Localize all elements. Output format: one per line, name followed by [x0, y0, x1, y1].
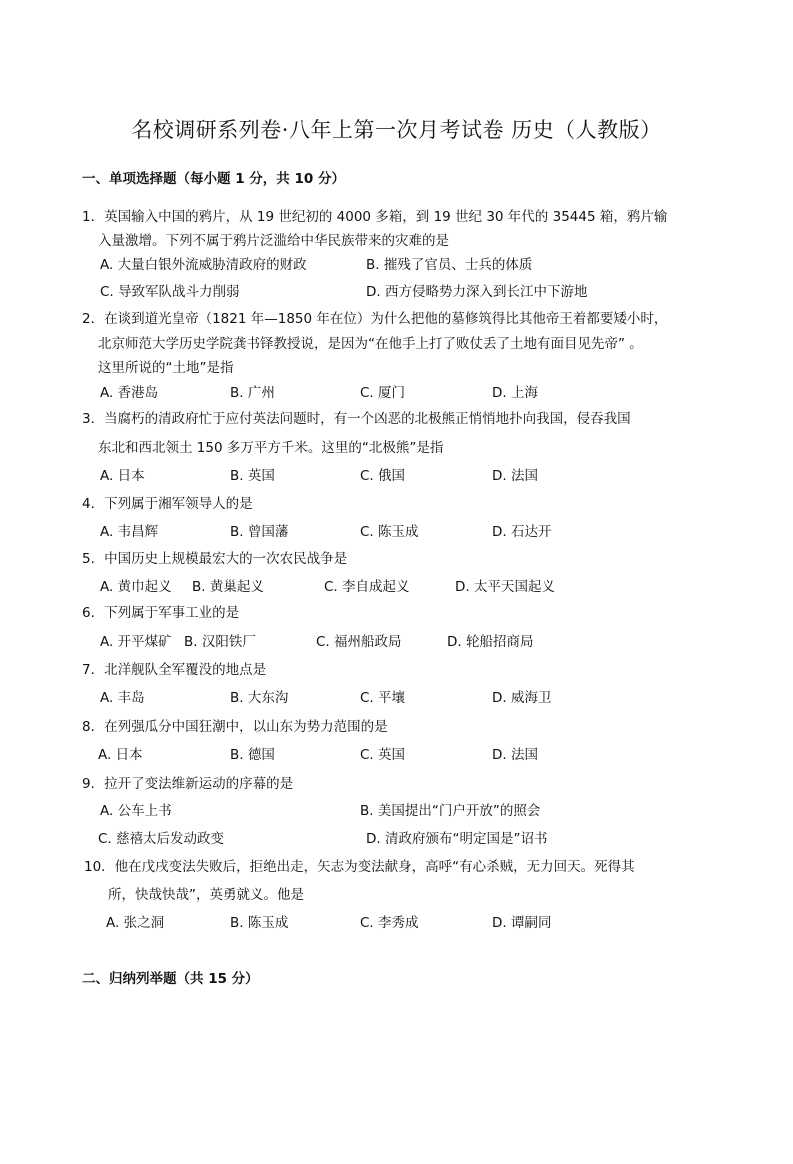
question-8-option-c: C. 英国 [360, 747, 406, 763]
question-6-option-c: C. 福州船政局 [316, 634, 402, 650]
question-9-option-b: B. 美国提出“门户开放”的照会 [360, 803, 541, 819]
section-heading-1: 一、单项选择题（每小题 1 分，共 10 分） [82, 171, 345, 187]
question-3-option-b: B. 英国 [230, 468, 275, 484]
question-3-line-2: 东北和西北领土 150 多万平方千米。这里的“北极熊”是指 [98, 440, 444, 456]
question-4-line-1: 4．下列属于湘军领导人的是 [82, 496, 253, 512]
question-8-line-1: 8．在列强瓜分中国狂潮中，以山东为势力范围的是 [82, 719, 388, 735]
question-1-line-2: 入量激增。下列不属于鸦片泛滥给中华民族带来的灾难的是 [98, 233, 449, 249]
question-2-option-b: B. 广州 [230, 385, 275, 401]
question-4-option-d: D. 石达开 [492, 524, 552, 540]
question-2-line-1: 2．在谈到道光皇帝（1821 年—1850 年在位）为什么把他的墓修筑得比其他帝王着都要矮小时， [82, 311, 668, 327]
question-2-line-2: 北京师范大学历史学院龚书铎教授说，是因为“在他手上打了败仗丢了土地有面目见先帝” 。 [98, 336, 643, 352]
question-4-option-a: A. 韦昌辉 [100, 524, 159, 540]
question-9-option-a: A. 公车上书 [100, 803, 172, 819]
question-6-option-a: A. 开平煤矿 [100, 634, 172, 650]
question-10-option-d: D. 谭嗣同 [492, 915, 552, 931]
question-9-option-d: D. 清政府颁布“明定国是”诏书 [366, 831, 548, 847]
question-2-option-a: A. 香港岛 [100, 385, 159, 401]
question-7-option-b: B. 大东沟 [230, 690, 289, 706]
question-10-line-1: 10．他在戊戌变法失败后，拒绝出走，矢志为变法献身，高呼“有心杀贼，无力回天。死得其 [84, 859, 635, 875]
question-6-option-d: D. 轮船招商局 [447, 634, 534, 650]
question-10-option-c: C. 李秀成 [360, 915, 419, 931]
question-5-option-d: D. 太平天国起义 [455, 579, 555, 595]
question-1-option-c: C. 导致军队战斗力削弱 [100, 284, 240, 300]
question-5-option-c: C. 李自成起义 [324, 579, 410, 595]
page-title: 名校调研系列卷·八年上第一次月考试卷 历史（人教版） [131, 118, 662, 142]
question-6-line-1: 6．下列属于军事工业的是 [82, 605, 240, 621]
question-7-option-a: A. 丰岛 [100, 690, 145, 706]
question-1-option-b: B. 摧残了官员、士兵的体质 [366, 257, 533, 273]
question-8-option-a: A. 日本 [98, 747, 143, 763]
question-2-line-3: 这里所说的“土地”是指 [98, 360, 234, 376]
question-8-option-d: D. 法国 [492, 747, 538, 763]
question-7-line-1: 7．北洋舰队全军覆没的地点是 [82, 662, 267, 678]
question-3-line-1: 3．当腐朽的清政府忙于应付英法问题时，有一个凶恶的北极熊正悄悄地扑向我国，侵吞我国 [82, 411, 631, 427]
question-9-line-1: 9．拉开了变法维新运动的序幕的是 [82, 776, 294, 792]
question-10-line-2: 所，快哉快哉”，英勇就义。他是 [108, 887, 304, 903]
question-2-option-c: C. 厦门 [360, 385, 406, 401]
question-4-option-c: C. 陈玉成 [360, 524, 419, 540]
question-7-option-c: C. 平壤 [360, 690, 406, 706]
question-10-option-b: B. 陈玉成 [230, 915, 289, 931]
question-2-option-d: D. 上海 [492, 385, 538, 401]
question-3-option-d: D. 法国 [492, 468, 538, 484]
question-3-option-a: A. 日本 [100, 468, 145, 484]
question-6-option-b: B. 汉阳铁厂 [184, 634, 256, 650]
question-5-option-a: A. 黄巾起义 [100, 579, 172, 595]
question-3-option-c: C. 俄国 [360, 468, 406, 484]
question-7-option-d: D. 威海卫 [492, 690, 552, 706]
question-1-line-1: 1．英国输入中国的鸦片，从 19 世纪初的 4000 多箱，到 19 世纪 30 年代的 35445 箱，鸦片输 [82, 209, 668, 225]
question-8-option-b: B. 德国 [230, 747, 275, 763]
question-5-line-1: 5．中国历史上规模最宏大的一次农民战争是 [82, 551, 348, 567]
question-10-option-a: A. 张之洞 [106, 915, 165, 931]
question-4-option-b: B. 曾国藩 [230, 524, 289, 540]
question-5-option-b: B. 黄巢起义 [192, 579, 264, 595]
question-1-option-a: A. 大量白银外流威胁清政府的财政 [100, 257, 307, 273]
section-heading-2: 二、归纳列举题（共 15 分） [82, 971, 259, 987]
question-1-option-d: D. 西方侵略势力深入到长江中下游地 [366, 284, 588, 300]
question-9-option-c: C. 慈禧太后发动政变 [98, 831, 225, 847]
